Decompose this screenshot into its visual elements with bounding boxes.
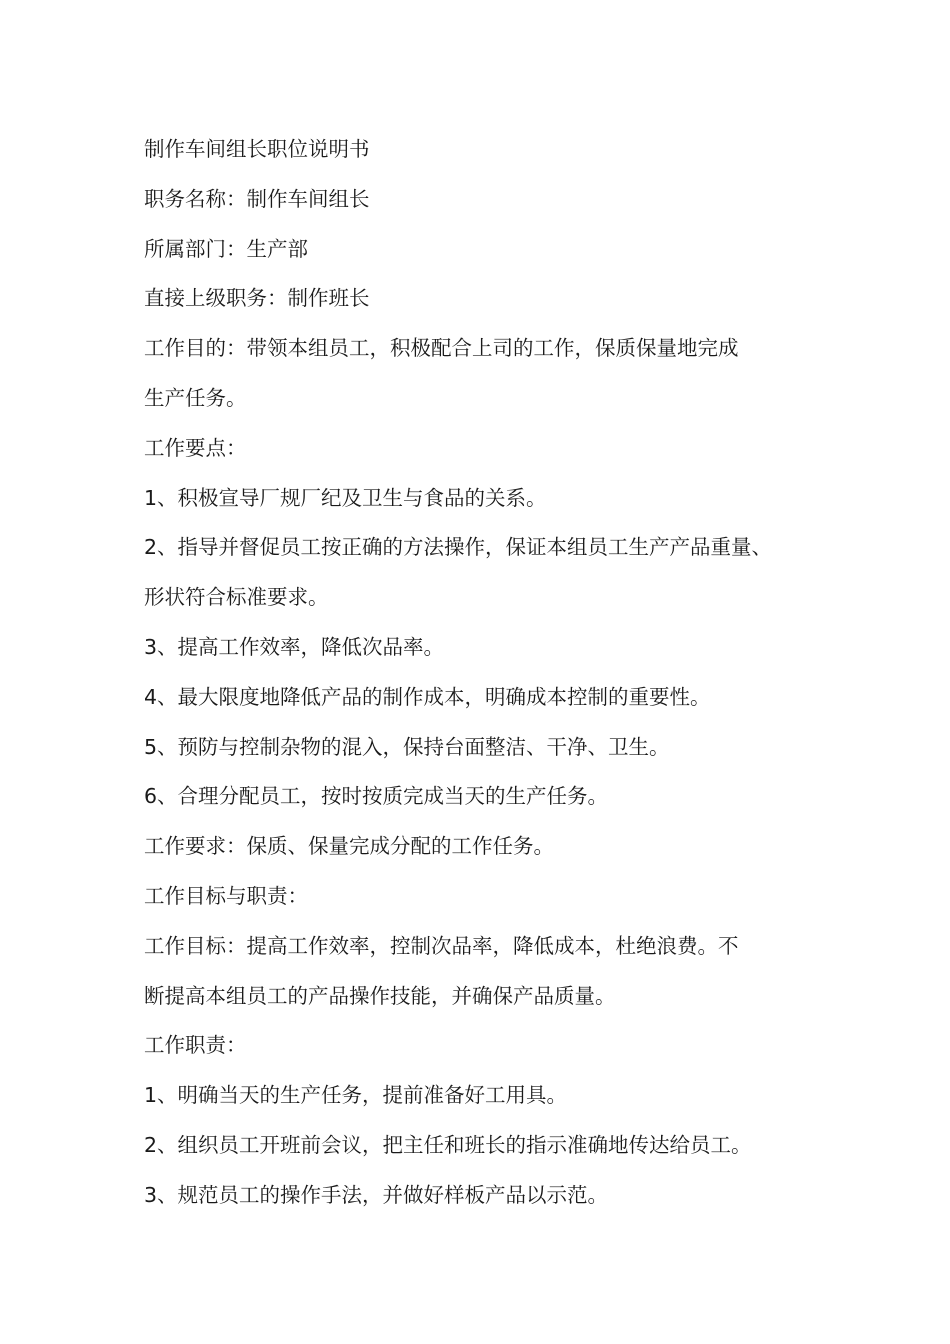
work-duty-item: 1、明确当天的生产任务，提前准备好工用具。 [144,1083,568,1108]
document-body [144,125,844,1221]
work-point-item: 2、指导并督促员工按正确的方法操作，保证本组员工生产产品重量、 [144,535,773,560]
work-goal-line: 工作目标：提高工作效率，控制次品率，降低成本，杜绝浪费。不 [144,933,739,958]
work-duty-item: 3、规范员工的操作手法，并做好样板产品以示范。 [144,1182,609,1207]
work-purpose-line: 工作目的：带领本组员工，积极配合上司的工作，保质保量地完成 [144,336,739,361]
position-name-line: 职务名称：制作车间组长 [144,186,370,211]
work-goal-line-cont: 断提高本组员工的产品操作技能，并确保产品质量。 [144,983,616,1008]
goals-duties-heading: 工作目标与职责： [144,883,308,908]
work-point-item: 5、预防与控制杂物的混入，保持台面整洁、干净、卫生。 [144,734,670,759]
work-requirement-line: 工作要求：保质、保量完成分配的工作任务。 [144,834,554,859]
work-purpose-line-cont: 生产任务。 [144,385,247,410]
document-title: 制作车间组长职位说明书 [144,137,370,161]
department-line: 所属部门：生产部 [144,236,308,261]
work-point-item-cont: 形状符合标准要求。 [144,585,329,610]
work-point-item: 3、提高工作效率，降低次品率。 [144,634,445,659]
work-duties-heading: 工作职责： [144,1033,247,1058]
work-point-item: 6、合理分配员工，按时按质完成当天的生产任务。 [144,784,609,809]
supervisor-line: 直接上级职务：制作班长 [144,286,370,311]
work-points-heading: 工作要点： [144,435,247,460]
work-point-item: 1、积极宣导厂规厂纪及卫生与食品的关系。 [144,485,547,510]
work-point-item: 4、最大限度地降低产品的制作成本，明确成本控制的重要性。 [144,684,711,709]
work-duty-item: 2、组织员工开班前会议，把主任和班长的指示准确地传达给员工。 [144,1132,752,1157]
